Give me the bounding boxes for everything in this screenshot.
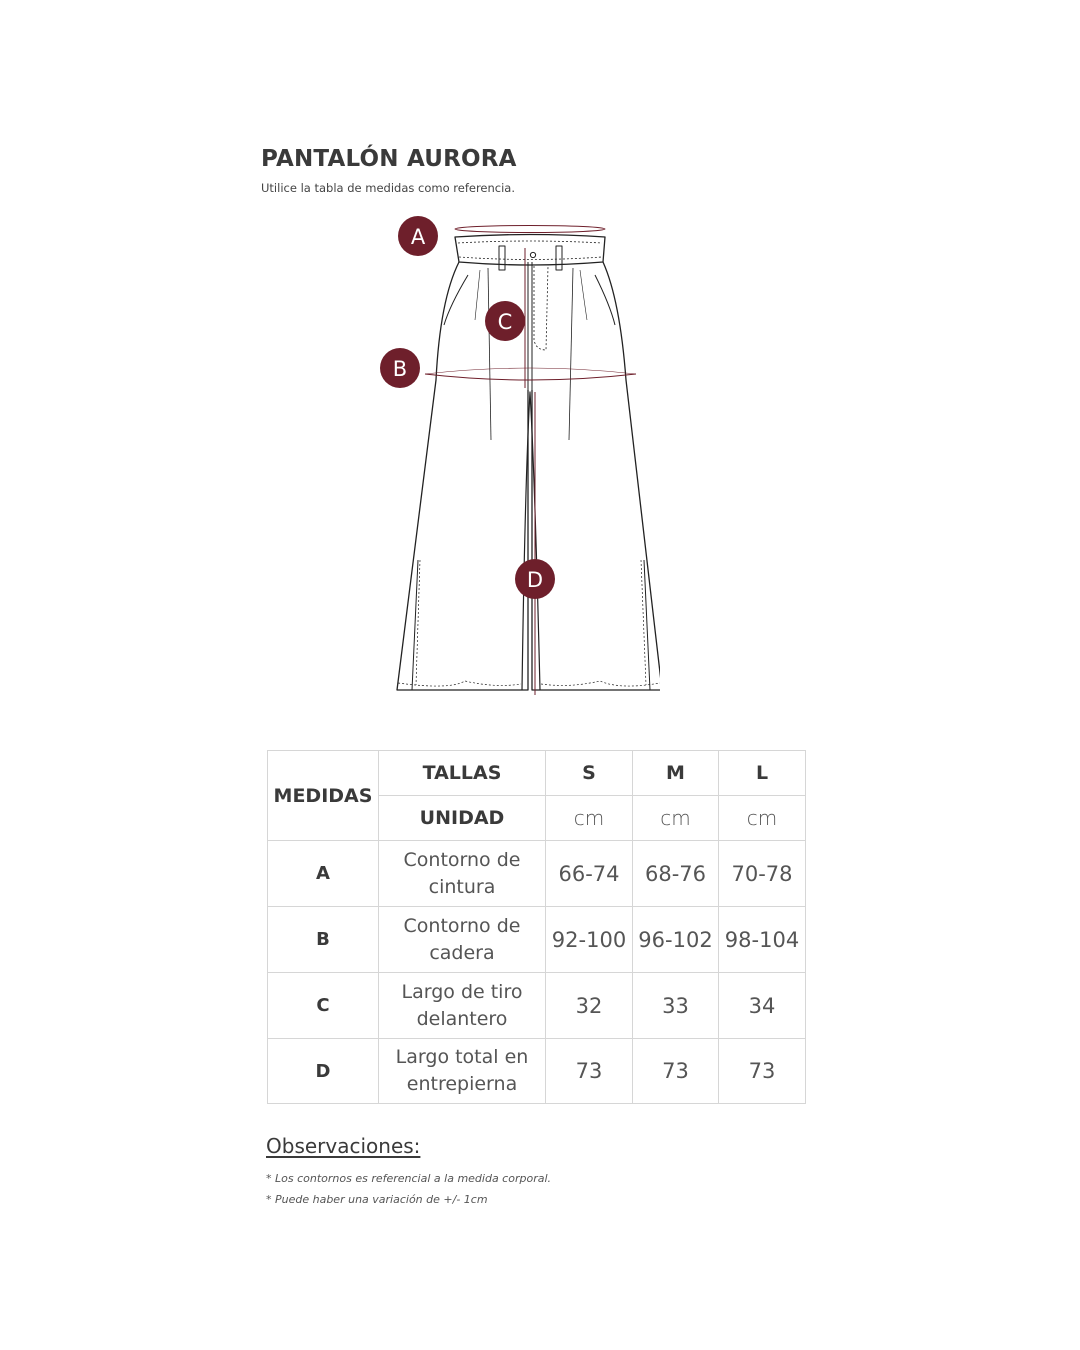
value-l: 34 xyxy=(719,973,806,1039)
observations-list xyxy=(266,1171,551,1213)
value-s: 92-100 xyxy=(546,907,633,973)
row-code: A xyxy=(268,841,379,907)
row-description-line: Largo de tiro xyxy=(401,980,523,1003)
size-table xyxy=(267,750,806,1104)
size-s-header: S xyxy=(546,751,633,796)
observation-note: * Los contornos es referencial a la medida corporal. xyxy=(266,1172,552,1185)
marker-c-icon xyxy=(485,301,525,341)
svg-text:A: A xyxy=(410,225,426,249)
row-description-line: entrepierna xyxy=(406,1073,518,1095)
pants-illustration xyxy=(370,210,660,710)
value-s: 32 xyxy=(546,973,633,1039)
unidad-header: UNIDAD xyxy=(379,796,546,841)
page-subtitle: Utilice la tabla de medidas como referencia. xyxy=(261,181,515,195)
row-description xyxy=(379,973,546,1039)
value-s: 73 xyxy=(546,1039,633,1104)
row-description xyxy=(379,907,546,973)
svg-text:D: D xyxy=(526,568,544,592)
size-l-header: L xyxy=(719,751,806,796)
row-code: D xyxy=(268,1039,379,1104)
row-description-line: cadera xyxy=(429,941,495,964)
value-l: 70-78 xyxy=(719,841,806,907)
unit-m: cm xyxy=(633,796,719,841)
row-description-line: delantero xyxy=(416,1007,508,1030)
table-row xyxy=(268,973,806,1039)
header-row-sizes xyxy=(268,751,806,796)
row-description-line: Contorno de xyxy=(403,848,521,871)
row-description-line: Largo total en xyxy=(395,1046,529,1068)
value-l: 73 xyxy=(719,1039,806,1104)
svg-text:B: B xyxy=(392,357,408,381)
observations-title: Observaciones: xyxy=(266,1134,421,1158)
size-m-header: M xyxy=(633,751,719,796)
medidas-header: MEDIDAS xyxy=(268,751,379,841)
value-m: 73 xyxy=(633,1039,719,1104)
row-description xyxy=(379,841,546,907)
row-description-line: cintura xyxy=(428,875,496,898)
svg-text:C: C xyxy=(497,310,513,334)
value-m: 33 xyxy=(633,973,719,1039)
value-m: 68-76 xyxy=(633,841,719,907)
marker-a-icon xyxy=(398,216,438,256)
row-code: B xyxy=(268,907,379,973)
value-l: 98-104 xyxy=(719,907,806,973)
table-row xyxy=(268,1039,806,1104)
value-s: 66-74 xyxy=(546,841,633,907)
page-title: PANTALÓN AURORA xyxy=(261,146,517,172)
row-description-line: Contorno de xyxy=(403,914,521,937)
table-row xyxy=(268,841,806,907)
row-code: C xyxy=(268,973,379,1039)
value-m: 96-102 xyxy=(633,907,719,973)
marker-d-icon xyxy=(515,559,555,599)
marker-b-icon xyxy=(380,348,420,388)
table-row xyxy=(268,907,806,973)
unit-s: cm xyxy=(546,796,633,841)
row-description xyxy=(379,1039,546,1104)
tallas-header: TALLAS xyxy=(379,751,546,796)
unit-l: cm xyxy=(719,796,806,841)
observation-note: * Puede haber una variación de +/- 1cm xyxy=(266,1193,488,1206)
